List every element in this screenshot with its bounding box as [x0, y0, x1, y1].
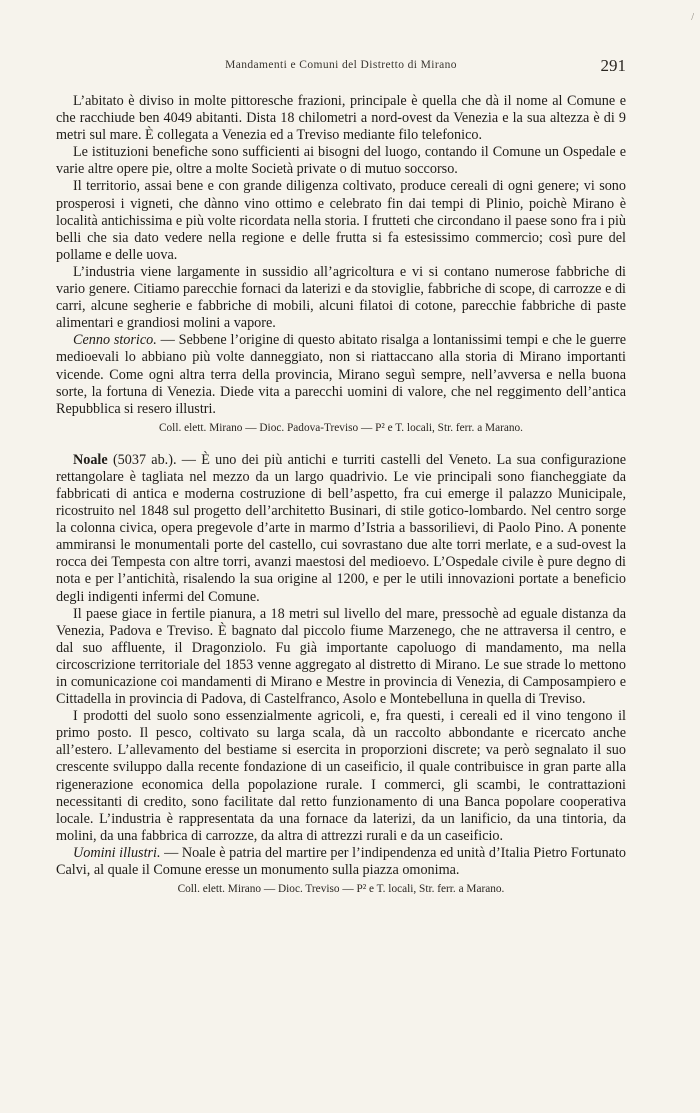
- noale-people-text: — Noale è patria del martire per l’indipendenza ed unità d’Italia Pietro Fortunato Calvi, al quale il Comune eresse un monumento sulla piazza omonima.: [56, 844, 626, 879]
- noale-heading: Noale: [73, 451, 108, 468]
- body-text: [56, 93, 626, 897]
- mirano-paragraph-4: L’industria viene largamente in sussidio all’agricoltura e vi si contano numerose fabbriche di vario genere. Citiamo parecchie fornaci da laterizi e da stoviglie, fabbriche di scope, di carrozze e di carri, alcune segherie e fabbriche di mobili, alcuni filatoi di cotone, parecchie fabbriche di paste alimentari e grandiosi molini a vapore.: [56, 263, 626, 332]
- uomini-illustri-label: Uomini illustri.: [73, 844, 161, 861]
- corner-mark: /: [691, 12, 694, 23]
- running-title: Mandamenti e Comuni del Distretto di Mirano: [225, 59, 457, 71]
- cenno-storico-label: Cenno storico.: [73, 332, 157, 349]
- noale-people-paragraph: [56, 845, 626, 879]
- mirano-history-text: — Sebbene l’origine di questo abitato risalga a lontanissimi tempi e che le guerre medioevali lo abbiano più volte danneggiato, non si riattaccano alla storia di Mirano importanti vicende. Come ogni altra terra della provincia, Mirano seguì sempre, nell’avversa e nella buona sorte, la fortuna di Venezia. Diede vita a parecchi uomini di valore, che nel reggimento dell’antica Repubblica si resero illustri.: [56, 332, 626, 417]
- mirano-paragraph-2: Le istituzioni benefiche sono sufficienti ai bisogni del luogo, contando il Comune un Ospedale e varie altre opere pie, oltre a molte Società private o di mutuo soccorso.: [56, 144, 626, 178]
- noale-paragraph-2: Il paese giace in fertile pianura, a 18 metri sul livello del mare, pressochè ad eguale distanza da Venezia, Padova e Treviso. È bagnato dal piccolo fiume Marzenego, che ne attraversa il centro, e dal suo affluente, il Dragonziolo. Fu già importante capoluogo di mandamento, ma nella circoscrizione territoriale del 1853 venne aggregato al distretto di Mirano. Le sue strade lo mettono in comunicazione coi mandamenti di Mirano e Mestre in provincia di Venezia, di Camposampiero e Cittadella in provincia di Padova, di Castelfranco, Asolo e Montebelluna in quella di Treviso.: [56, 605, 626, 708]
- noale-footnote: Coll. elett. Mirano — Dioc. Treviso — P² e T. locali, Str. ferr. a Marano.: [177, 883, 505, 896]
- noale-intro-text: (5037 ab.). — È uno dei più antichi e turriti castelli del Veneto. La sua configurazione rettangolare è tagliata nel mezzo da un largo quadrivio. Le vie principali sono fiancheggiate da fabbricati di antica e moderna costruzione di bell’aspetto, fra cui emerge il palazzo Municipale, ricostruito nel 1848 sul progetto dell’architetto Businari, di stile gotico-lombardo. Nel centro sorge la colonna civica, opera pregevole d’arte in marmo d’Istria a bassorilievi, di Paolo Pino. A ponente ammiransi le monumentali porte del castello, cui sovrastano due alte torri merlate, e a sud-ovest la rocca dei Tempesta con altre torri, avanzi maestosi del medioevo. L’Ospedale civile è pure degno di nota e per l’antichità, risalendo la sua origine al 1200, e per le utili innovazioni portate a beneficio degli indigenti infermi del Comune.: [56, 451, 626, 605]
- mirano-footnote: Coll. elett. Mirano — Dioc. Padova-Treviso — P² e T. locali, Str. ferr. a Marano.: [159, 421, 523, 434]
- mirano-history-paragraph: [56, 332, 626, 417]
- mirano-paragraph-1: L’abitato è diviso in molte pittoresche frazioni, principale è quella che dà il nome al Comune e che racchiude ben 4049 abitanti. Dista 18 chilometri a nord-ovest da Venezia e la sua altezza è di 9 metri sul mare. È collegata a Venezia ed a Treviso mediante filo telefonico.: [56, 93, 626, 144]
- noale-paragraph-1: [56, 452, 626, 606]
- page-number: 291: [600, 56, 626, 75]
- mirano-paragraph-3: Il territorio, assai bene e con grande diligenza coltivato, produce cereali di ogni genere; vi sono prosperosi i vigneti, che dànno vino ottimo e celebrato fin dai tempi di Plinio, poichè Mirano è località antichissima e più volte ricordata nella storia. I frutteti che circondano il paese sono fra i più belli che sia dato vedere nella regione e delle frutta si fa estesissimo commercio; così pure del pollame e delle uova.: [56, 178, 626, 263]
- running-header: [56, 56, 626, 78]
- noale-paragraph-3: I prodotti del suolo sono essenzialmente agricoli, e, fra questi, i cereali ed il vino tengono il primo posto. Il pesco, coltivato su larga scala, dà un raccolto abbondante e ricercato anche all’estero. L’allevamento del bestiame si esercita in proporzioni discrete; va però segnalato il suo crescente sviluppo dalla recente fondazione di un caseificio, il quale contribuisce in gran parte alla rigenerazione economica della popolazione rurale. I commerci, gli scambi, le contrattazioni necessitanti di credito, sono facilitate dal retto funzionamento di una Banca popolare cooperativa locale. L’industria è rappresentata da una fornace da laterizi, da un lanificio, da una tintoria, da molini, da una fabbrica di carrozze, da altra di attrezzi rurali e da un caseificio.: [56, 708, 626, 844]
